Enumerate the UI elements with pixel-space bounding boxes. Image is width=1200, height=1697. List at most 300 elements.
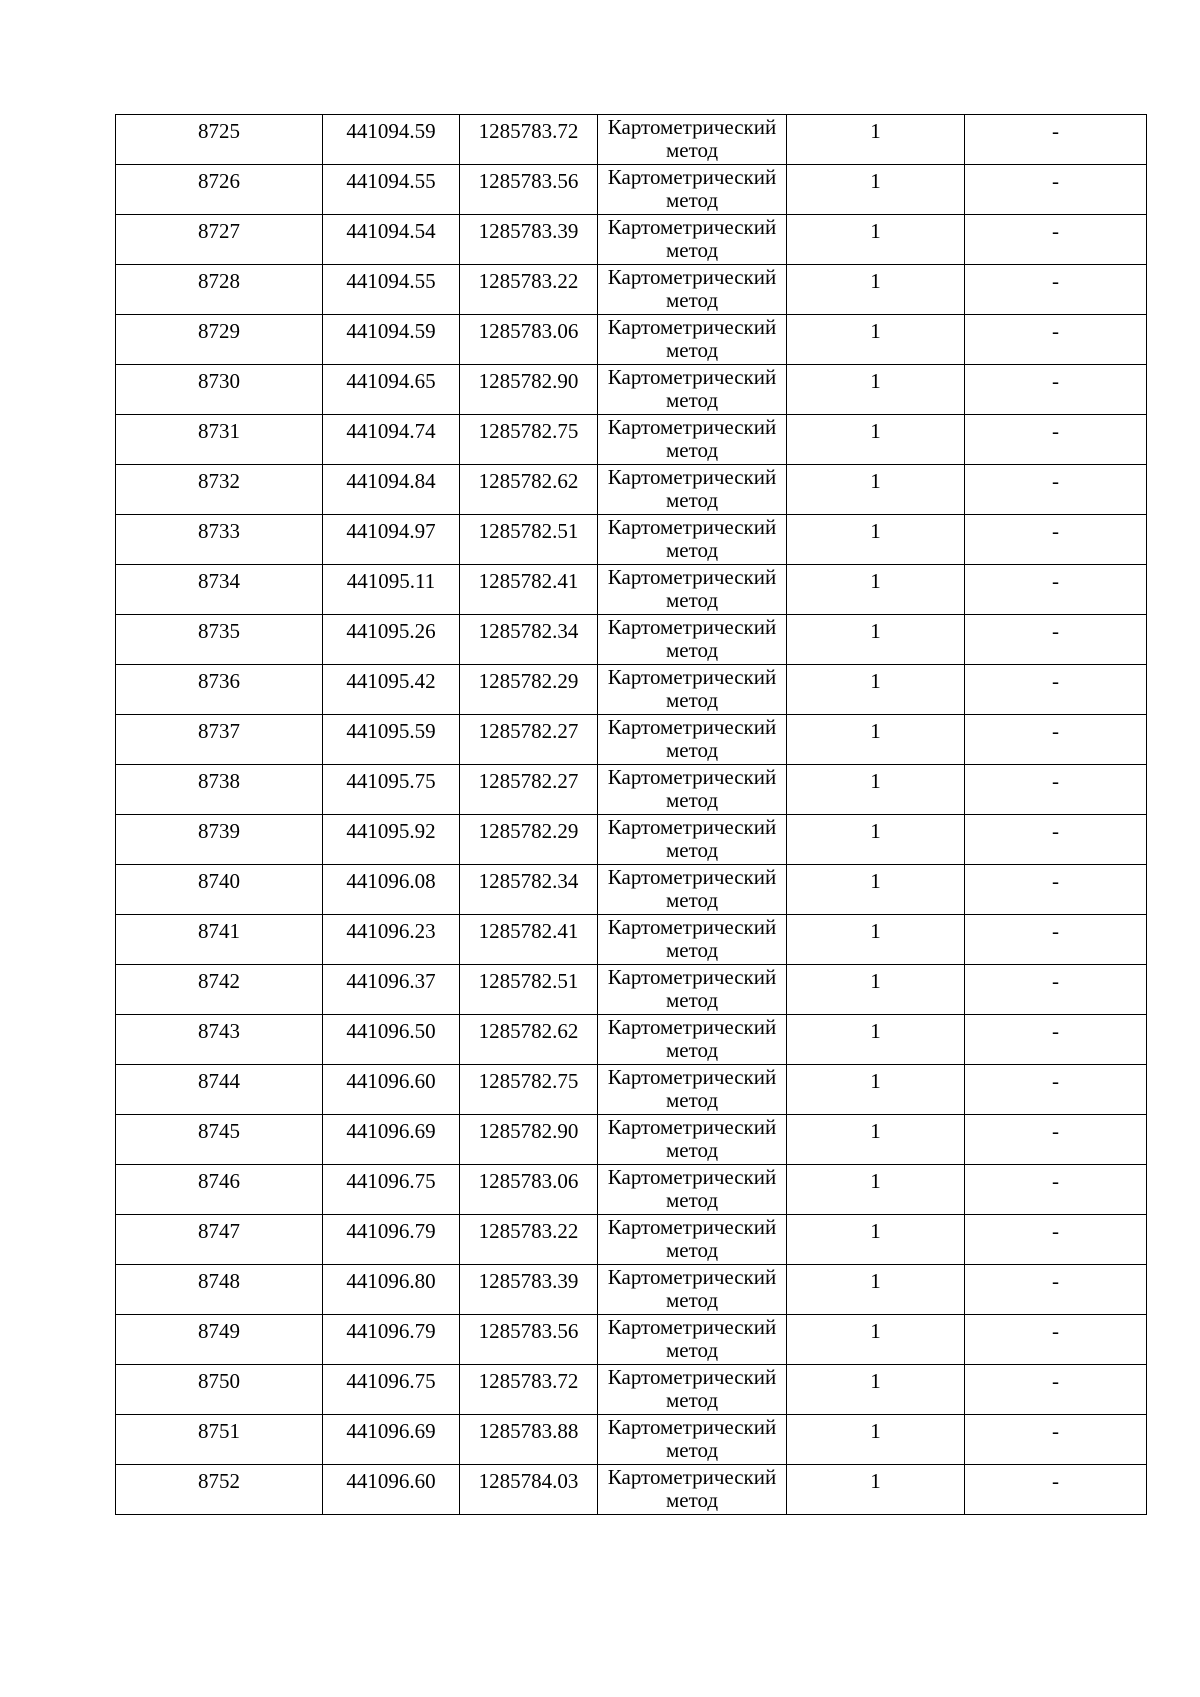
y-coordinate-cell-text: 1285783.39 [478,219,579,243]
method-text [598,1165,786,1212]
method-cell [598,915,787,965]
accuracy-cell [787,1415,965,1465]
description-cell-text: - [1052,419,1059,443]
y-coordinate-cell-text: 1285782.62 [478,469,579,493]
table-row [116,1315,1147,1365]
description-cell-text: - [1052,569,1059,593]
y-coordinate-cell [460,1215,598,1265]
method-label-line1: Картометрический [607,1215,777,1239]
x-coordinate-cell-text: 441095.75 [346,769,436,793]
method-label-line1: Картометрический [607,1365,777,1389]
method-label-line1: Картометрический [607,615,777,639]
point-number-cell-text: 8727 [198,219,240,243]
x-coordinate-cell [323,315,460,365]
x-coordinate-cell-text: 441096.75 [346,1169,436,1193]
y-coordinate-cell [460,915,598,965]
description-cell-text: - [1052,619,1059,643]
y-coordinate-cell-text: 1285784.03 [478,1469,579,1493]
table-row [116,1015,1147,1065]
point-number-cell [116,115,323,165]
method-cell [598,615,787,665]
x-coordinate-cell-text: 441096.60 [346,1469,436,1493]
description-cell [965,465,1147,515]
method-label-line1: Картометрический [607,115,777,139]
x-coordinate-cell-text: 441095.59 [346,719,436,743]
accuracy-cell-text: 1 [870,119,881,143]
x-coordinate-cell-text: 441094.74 [346,419,436,443]
accuracy-cell-text: 1 [870,1169,881,1193]
method-text [598,1365,786,1412]
point-number-cell-text: 8736 [198,669,240,693]
y-coordinate-cell [460,1065,598,1115]
accuracy-cell-text: 1 [870,219,881,243]
method-label-line1: Картометрический [607,1015,777,1039]
method-cell [598,765,787,815]
point-number-cell-text: 8738 [198,769,240,793]
method-label-line2: метод [665,788,719,812]
point-number-cell-text: 8745 [198,1119,240,1143]
method-label-line1: Картометрический [607,815,777,839]
method-label-line1: Картометрический [607,915,777,939]
y-coordinate-cell-text: 1285782.29 [478,669,579,693]
point-number-cell-text: 8729 [198,319,240,343]
x-coordinate-cell [323,665,460,715]
accuracy-cell-text: 1 [870,319,881,343]
x-coordinate-cell-text: 441096.75 [346,1369,436,1393]
point-number-cell-text: 8746 [198,1169,240,1193]
accuracy-cell-text: 1 [870,269,881,293]
method-text [598,215,786,262]
accuracy-cell-text: 1 [870,169,881,193]
description-cell-text: - [1052,1169,1059,1193]
point-number-cell [116,1215,323,1265]
description-cell [965,665,1147,715]
description-cell-text: - [1052,369,1059,393]
description-cell-text: - [1052,1119,1059,1143]
method-label-line2: метод [665,688,719,712]
accuracy-cell [787,965,965,1015]
point-number-cell [116,715,323,765]
accuracy-cell-text: 1 [870,919,881,943]
x-coordinate-cell [323,265,460,315]
x-coordinate-cell-text: 441096.69 [346,1419,436,1443]
point-number-cell [116,165,323,215]
accuracy-cell-text: 1 [870,369,881,393]
method-label-line2: метод [665,838,719,862]
accuracy-cell-text: 1 [870,1419,881,1443]
point-number-cell [116,665,323,715]
description-cell-text: - [1052,1469,1059,1493]
method-label-line1: Картометрический [607,315,777,339]
point-number-cell [116,565,323,615]
accuracy-cell [787,1015,965,1065]
method-cell [598,165,787,215]
point-number-cell [116,265,323,315]
table-row [116,265,1147,315]
accuracy-cell [787,1315,965,1365]
method-label-line1: Картометрический [607,565,777,589]
x-coordinate-cell [323,815,460,865]
x-coordinate-cell [323,1365,460,1415]
x-coordinate-cell [323,765,460,815]
x-coordinate-cell-text: 441096.79 [346,1319,436,1343]
description-cell-text: - [1052,319,1059,343]
y-coordinate-cell-text: 1285782.27 [478,719,579,743]
x-coordinate-cell [323,1215,460,1265]
y-coordinate-cell [460,665,598,715]
description-cell-text: - [1052,1369,1059,1393]
description-cell-text: - [1052,969,1059,993]
point-number-cell [116,1365,323,1415]
point-number-cell-text: 8740 [198,869,240,893]
description-cell [965,1215,1147,1265]
description-cell-text: - [1052,669,1059,693]
x-coordinate-cell-text: 441094.54 [346,219,436,243]
accuracy-cell [787,1465,965,1515]
table-row [116,365,1147,415]
y-coordinate-cell [460,1015,598,1065]
x-coordinate-cell [323,1315,460,1365]
point-number-cell [116,1315,323,1365]
point-number-cell-text: 8742 [198,969,240,993]
method-label-line1: Картометрический [607,265,777,289]
accuracy-cell-text: 1 [870,1019,881,1043]
accuracy-cell-text: 1 [870,419,881,443]
method-label-line1: Картометрический [607,515,777,539]
method-text [598,1465,786,1512]
description-cell [965,765,1147,815]
x-coordinate-cell-text: 441096.69 [346,1119,436,1143]
method-label-line1: Картометрический [607,465,777,489]
description-cell [965,1315,1147,1365]
description-cell [965,1465,1147,1515]
accuracy-cell-text: 1 [870,1219,881,1243]
method-label-line1: Картометрический [607,765,777,789]
table-row [116,465,1147,515]
description-cell-text: - [1052,919,1059,943]
x-coordinate-cell-text: 441094.97 [346,519,436,543]
description-cell-text: - [1052,1319,1059,1343]
table-row [116,1415,1147,1465]
method-label-line1: Картометрический [607,1265,777,1289]
x-coordinate-cell [323,1015,460,1065]
y-coordinate-cell [460,1365,598,1415]
point-number-cell [116,1465,323,1515]
y-coordinate-cell-text: 1285783.39 [478,1269,579,1293]
y-coordinate-cell [460,1415,598,1465]
y-coordinate-cell [460,515,598,565]
accuracy-cell-text: 1 [870,1119,881,1143]
method-label-line2: метод [665,738,719,762]
x-coordinate-cell [323,465,460,515]
method-cell [598,365,787,415]
y-coordinate-cell-text: 1285782.34 [478,619,579,643]
x-coordinate-cell [323,1065,460,1115]
method-cell [598,1165,787,1215]
point-number-cell-text: 8743 [198,1019,240,1043]
method-text [598,1015,786,1062]
x-coordinate-cell-text: 441095.11 [346,569,436,593]
point-number-cell-text: 8732 [198,469,240,493]
y-coordinate-cell-text: 1285783.88 [478,1419,579,1443]
method-label-line1: Картометрический [607,965,777,989]
x-coordinate-cell [323,1415,460,1465]
method-cell [598,315,787,365]
y-coordinate-cell-text: 1285782.41 [478,569,579,593]
method-text [598,415,786,462]
method-text [598,615,786,662]
method-label-line1: Картометрический [607,165,777,189]
method-cell [598,1065,787,1115]
accuracy-cell [787,765,965,815]
method-text [598,915,786,962]
point-number-cell-text: 8730 [198,369,240,393]
table-row [116,165,1147,215]
y-coordinate-cell-text: 1285782.51 [478,969,579,993]
y-coordinate-cell-text: 1285783.06 [478,319,579,343]
method-label-line2: метод [665,1388,719,1412]
y-coordinate-cell-text: 1285782.27 [478,769,579,793]
x-coordinate-cell [323,365,460,415]
description-cell-text: - [1052,519,1059,543]
description-cell-text: - [1052,269,1059,293]
point-number-cell [116,1065,323,1115]
y-coordinate-cell [460,1265,598,1315]
x-coordinate-cell-text: 441095.42 [346,669,436,693]
method-label-line2: метод [665,238,719,262]
accuracy-cell [787,715,965,765]
description-cell [965,1165,1147,1215]
method-label-line2: метод [665,938,719,962]
method-cell [598,1015,787,1065]
accuracy-cell-text: 1 [870,969,881,993]
point-number-cell [116,865,323,915]
method-label-line2: метод [665,638,719,662]
table-row [116,615,1147,665]
x-coordinate-cell [323,1165,460,1215]
point-number-cell [116,1415,323,1465]
method-label-line2: метод [665,1138,719,1162]
accuracy-cell [787,265,965,315]
accuracy-cell [787,165,965,215]
y-coordinate-cell [460,1465,598,1515]
table-row [116,865,1147,915]
method-label-line2: метод [665,438,719,462]
y-coordinate-cell-text: 1285782.34 [478,869,579,893]
y-coordinate-cell [460,165,598,215]
point-number-cell [116,1165,323,1215]
method-text [598,565,786,612]
y-coordinate-cell-text: 1285783.06 [478,1169,579,1193]
description-cell [965,165,1147,215]
table-row [116,1165,1147,1215]
description-cell-text: - [1052,169,1059,193]
description-cell-text: - [1052,769,1059,793]
method-label-line2: метод [665,1088,719,1112]
description-cell [965,915,1147,965]
description-cell-text: - [1052,1019,1059,1043]
accuracy-cell [787,1115,965,1165]
method-cell [598,715,787,765]
method-label-line1: Картометрический [607,865,777,889]
x-coordinate-cell [323,1265,460,1315]
point-number-cell [116,615,323,665]
accuracy-cell-text: 1 [870,669,881,693]
point-number-cell-text: 8726 [198,169,240,193]
method-text [598,765,786,812]
y-coordinate-cell [460,615,598,665]
point-number-cell-text: 8728 [198,269,240,293]
y-coordinate-cell-text: 1285782.75 [478,1069,579,1093]
method-label-line2: метод [665,1438,719,1462]
accuracy-cell [787,1265,965,1315]
x-coordinate-cell-text: 441096.80 [346,1269,436,1293]
description-cell [965,515,1147,565]
method-cell [598,1265,787,1315]
method-text [598,1065,786,1112]
description-cell [965,1015,1147,1065]
method-cell [598,865,787,915]
y-coordinate-cell [460,565,598,615]
x-coordinate-cell-text: 441095.92 [346,819,436,843]
point-number-cell-text: 8734 [198,569,240,593]
accuracy-cell [787,465,965,515]
point-number-cell [116,415,323,465]
method-label-line2: метод [665,888,719,912]
point-number-cell-text: 8744 [198,1069,240,1093]
x-coordinate-cell-text: 441094.55 [346,169,436,193]
method-label-line1: Картометрический [607,215,777,239]
description-cell [965,865,1147,915]
description-cell [965,315,1147,365]
method-cell [598,215,787,265]
method-text [598,465,786,512]
description-cell [965,565,1147,615]
y-coordinate-cell [460,815,598,865]
table-row [116,565,1147,615]
method-label-line1: Картометрический [607,715,777,739]
x-coordinate-cell-text: 441096.37 [346,969,436,993]
x-coordinate-cell-text: 441094.65 [346,369,436,393]
point-number-cell-text: 8739 [198,819,240,843]
method-label-line1: Картометрический [607,1065,777,1089]
description-cell [965,265,1147,315]
y-coordinate-cell [460,1165,598,1215]
table-row [116,515,1147,565]
method-label-line1: Картометрический [607,365,777,389]
method-cell [598,1115,787,1165]
coordinates-table-body [116,115,1147,1515]
table-row [116,215,1147,265]
description-cell [965,1265,1147,1315]
y-coordinate-cell [460,465,598,515]
y-coordinate-cell-text: 1285783.72 [478,119,579,143]
point-number-cell-text: 8749 [198,1319,240,1343]
description-cell-text: - [1052,1069,1059,1093]
y-coordinate-cell-text: 1285782.62 [478,1019,579,1043]
x-coordinate-cell [323,165,460,215]
accuracy-cell-text: 1 [870,819,881,843]
x-coordinate-cell [323,915,460,965]
description-cell [965,365,1147,415]
point-number-cell [116,365,323,415]
method-label-line2: метод [665,388,719,412]
x-coordinate-cell [323,615,460,665]
x-coordinate-cell [323,1115,460,1165]
method-text [598,665,786,712]
x-coordinate-cell [323,565,460,615]
accuracy-cell [787,1215,965,1265]
method-text [598,365,786,412]
method-cell [598,1415,787,1465]
x-coordinate-cell-text: 441094.55 [346,269,436,293]
method-cell [598,815,787,865]
accuracy-cell [787,915,965,965]
x-coordinate-cell-text: 441096.08 [346,869,436,893]
description-cell [965,615,1147,665]
y-coordinate-cell-text: 1285783.22 [478,1219,579,1243]
x-coordinate-cell-text: 441096.60 [346,1069,436,1093]
method-label-line2: метод [665,338,719,362]
accuracy-cell-text: 1 [870,1069,881,1093]
method-text [598,1415,786,1462]
table-row [116,915,1147,965]
point-number-cell-text: 8750 [198,1369,240,1393]
accuracy-cell-text: 1 [870,1269,881,1293]
description-cell-text: - [1052,1269,1059,1293]
table-row [116,1065,1147,1115]
table-row [116,1365,1147,1415]
accuracy-cell [787,415,965,465]
point-number-cell [116,965,323,1015]
method-cell [598,565,787,615]
table-row [116,1265,1147,1315]
y-coordinate-cell [460,865,598,915]
description-cell [965,215,1147,265]
x-coordinate-cell [323,865,460,915]
accuracy-cell [787,215,965,265]
point-number-cell [116,1015,323,1065]
accuracy-cell-text: 1 [870,1369,881,1393]
x-coordinate-cell [323,215,460,265]
y-coordinate-cell-text: 1285782.41 [478,919,579,943]
table-row [116,1215,1147,1265]
method-label-line2: метод [665,588,719,612]
description-cell [965,1365,1147,1415]
x-coordinate-cell [323,515,460,565]
method-text [598,115,786,162]
method-label-line2: метод [665,488,719,512]
x-coordinate-cell-text: 441095.26 [346,619,436,643]
method-text [598,1215,786,1262]
description-cell-text: - [1052,869,1059,893]
accuracy-cell [787,815,965,865]
y-coordinate-cell [460,215,598,265]
accuracy-cell-text: 1 [870,719,881,743]
method-label-line1: Картометрический [607,1315,777,1339]
y-coordinate-cell-text: 1285782.90 [478,369,579,393]
point-number-cell [116,315,323,365]
y-coordinate-cell-text: 1285783.56 [478,169,579,193]
point-number-cell [116,215,323,265]
accuracy-cell [787,865,965,915]
method-label-line2: метод [665,1288,719,1312]
method-label-line1: Картометрический [607,1415,777,1439]
method-label-line2: метод [665,1238,719,1262]
table-row [116,715,1147,765]
method-label-line2: метод [665,288,719,312]
description-cell [965,1115,1147,1165]
